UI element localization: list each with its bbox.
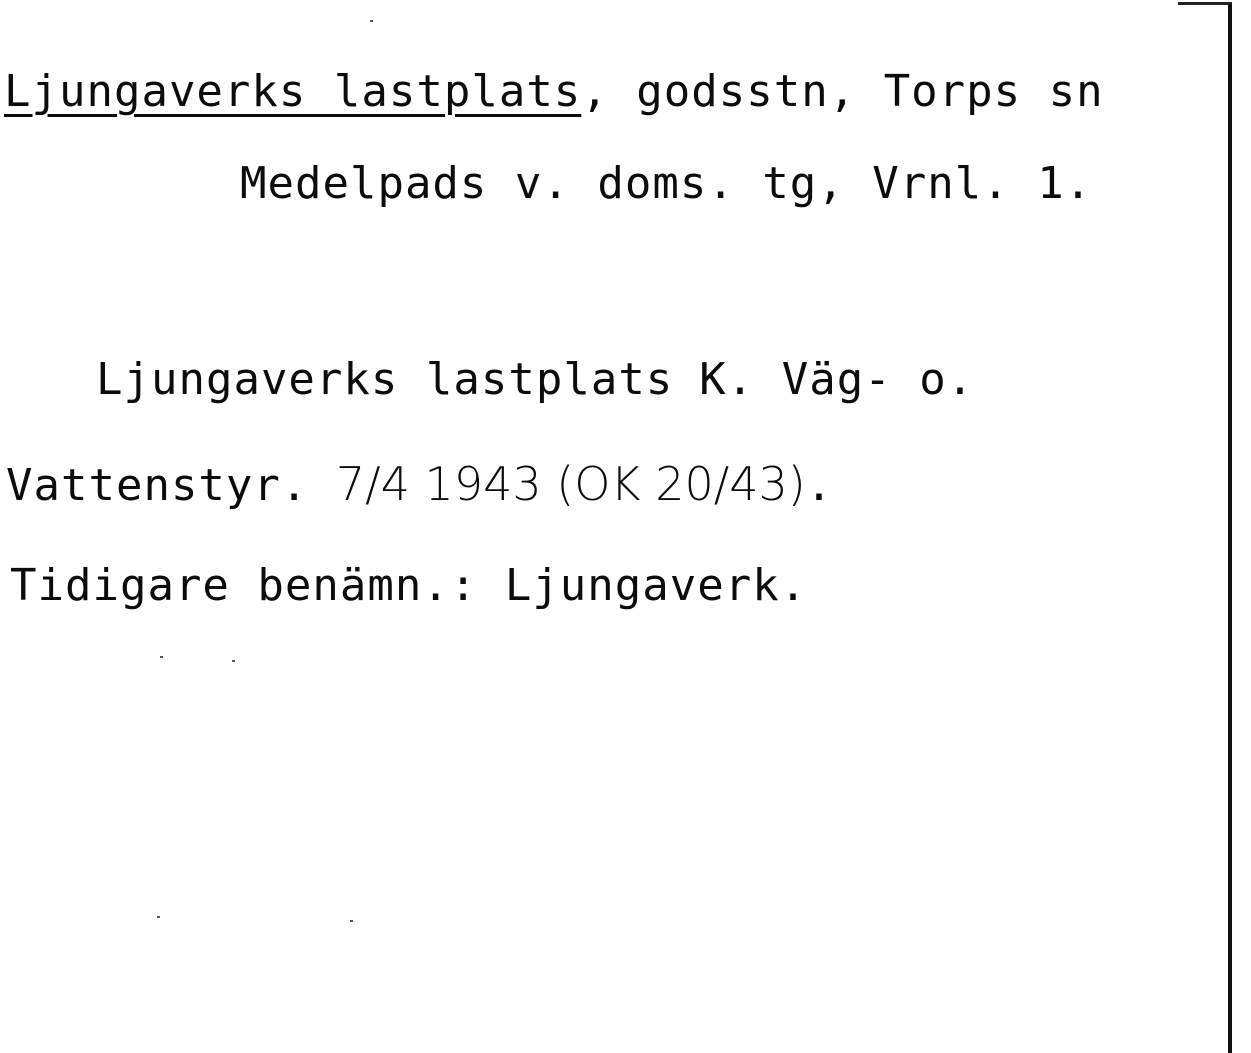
heading-line (4, 66, 1104, 118)
card-right-edge (1228, 4, 1232, 1053)
handwritten-date: 7/4 1943 (OK 20/43) (335, 457, 806, 511)
decision-line (96, 354, 974, 406)
card-top-edge (1178, 2, 1232, 5)
paper-speck (157, 916, 160, 918)
paper-speck (350, 920, 353, 922)
authority-continued: Vattenstyr. (6, 460, 309, 511)
paper-speck (232, 660, 235, 662)
former-name-line: Tidigare benämn.: Ljungaverk. (10, 560, 808, 611)
authority-text: K. Väg- o. (699, 354, 975, 405)
district-line: Medelpads v. doms. tg, Vrnl. 1. (240, 158, 1093, 209)
heading-details: , godsstn, Torps sn (581, 66, 1104, 117)
place-name: Ljungaverks lastplats (96, 354, 674, 405)
date-line-period: . (805, 460, 834, 511)
date-line (6, 458, 833, 512)
place-name-underlined: Ljungaverks lastplats (4, 66, 582, 117)
paper-speck (370, 20, 373, 22)
paper-speck (160, 656, 163, 658)
